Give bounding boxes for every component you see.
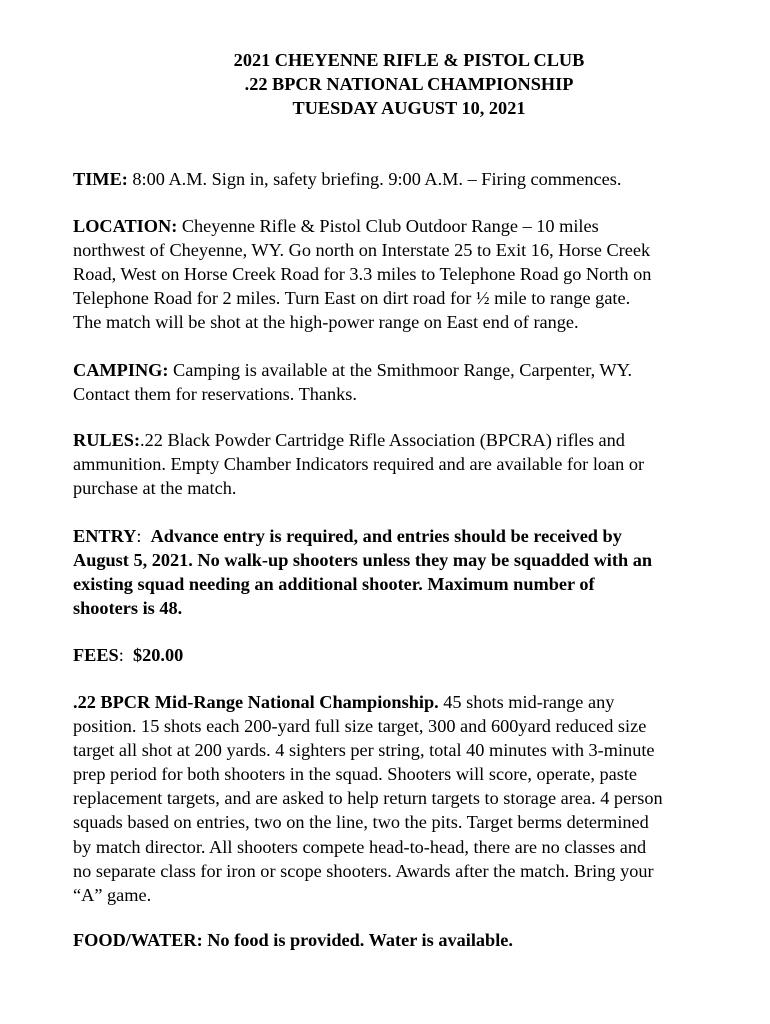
rules-section	[73, 428, 733, 500]
time-section	[73, 167, 733, 191]
time-text: 8:00 A.M. Sign in, safety briefing. 9:00 A.M. – Firing commences.	[127, 169, 622, 189]
fees-amount: $20.00	[132, 645, 184, 665]
food-section	[73, 928, 733, 952]
location-text-line: Cheyenne Rifle & Pistol Club Outdoor Range – 10 miles	[177, 216, 599, 236]
entry-text-line: existing squad needing an additional shooter. Maximum number of	[73, 574, 595, 595]
entry-text-line: Advance entry is required, and entries should be received by	[150, 526, 622, 546]
entry-label: ENTRY	[73, 526, 137, 546]
location-section	[73, 214, 733, 334]
entry-text-line: August 5, 2021. No walk-up shooters unless they may be squadded with an	[73, 550, 653, 571]
championship-text-line: replacement targets, and are asked to help return targets to storage area. 4 person	[73, 788, 663, 809]
location-text-line: Telephone Road for 2 miles. Turn East on dirt road for ½ mile to range gate.	[73, 288, 631, 309]
championship-section	[73, 690, 733, 907]
location-text-line: Road, West on Horse Creek Road for 3.3 miles to Telephone Road go North on	[73, 264, 652, 285]
championship-text-line: 45 shots mid-range any	[438, 692, 615, 712]
championship-text-line: “A” game.	[73, 884, 152, 905]
championship-text-line: prep period for both shooters in the squad. Shooters will score, operate, paste	[73, 764, 638, 785]
rules-text-line: purchase at the match.	[73, 478, 237, 499]
header-event-title: .22 BPCR NATIONAL CHAMPIONSHIP	[244, 74, 574, 94]
header-event-date: TUESDAY AUGUST 10, 2021	[292, 98, 526, 118]
location-label: LOCATION:	[73, 216, 178, 236]
championship-label: .22 BPCR Mid-Range National Championship.	[73, 692, 439, 712]
championship-text-line: no separate class for iron or scope shooters. Awards after the match. Bring your	[73, 860, 654, 881]
fees-section	[73, 643, 733, 667]
championship-text-line: position. 15 shots each 200-yard full size target, 300 and 600yard reduced size	[73, 716, 647, 737]
championship-text-line: target all shot at 200 yards. 4 sighters per string, total 40 minutes with 3-minute	[73, 740, 655, 761]
location-text-line: The match will be shot at the high-power range on East end of range.	[73, 312, 579, 333]
fees-colon: :	[118, 645, 133, 665]
entry-section	[73, 524, 733, 620]
location-text-line: northwest of Cheyenne, WY. Go north on Interstate 25 to Exit 16, Horse Creek	[73, 240, 651, 261]
entry-text-line: shooters is 48.	[73, 598, 183, 619]
camping-label: CAMPING:	[73, 360, 169, 380]
rules-text-line: ammunition. Empty Chamber Indicators required and are available for loan or	[73, 454, 645, 475]
entry-colon: :	[136, 526, 151, 546]
championship-text-line: by match director. All shooters compete head-to-head, there are no classes and	[73, 836, 647, 857]
camping-text-line: Camping is available at the Smithmoor Range, Carpenter, WY.	[168, 360, 633, 380]
rules-text-line: .22 Black Powder Cartridge Rifle Association (BPCRA) rifles and	[140, 430, 625, 450]
food-water-text: FOOD/WATER: No food is provided. Water is available.	[73, 930, 513, 950]
header-club-title: 2021 CHEYENNE RIFLE & PISTOL CLUB	[233, 50, 585, 70]
championship-text-line: squads based on entries, two on the line, two the pits. Target berms determined	[73, 812, 649, 833]
time-label: TIME:	[73, 169, 128, 189]
camping-text-line: Contact them for reservations. Thanks.	[73, 384, 357, 405]
rules-label: RULES:	[73, 430, 141, 450]
document-header	[0, 48, 770, 120]
fees-label: FEES	[73, 645, 119, 665]
camping-section	[73, 358, 733, 406]
